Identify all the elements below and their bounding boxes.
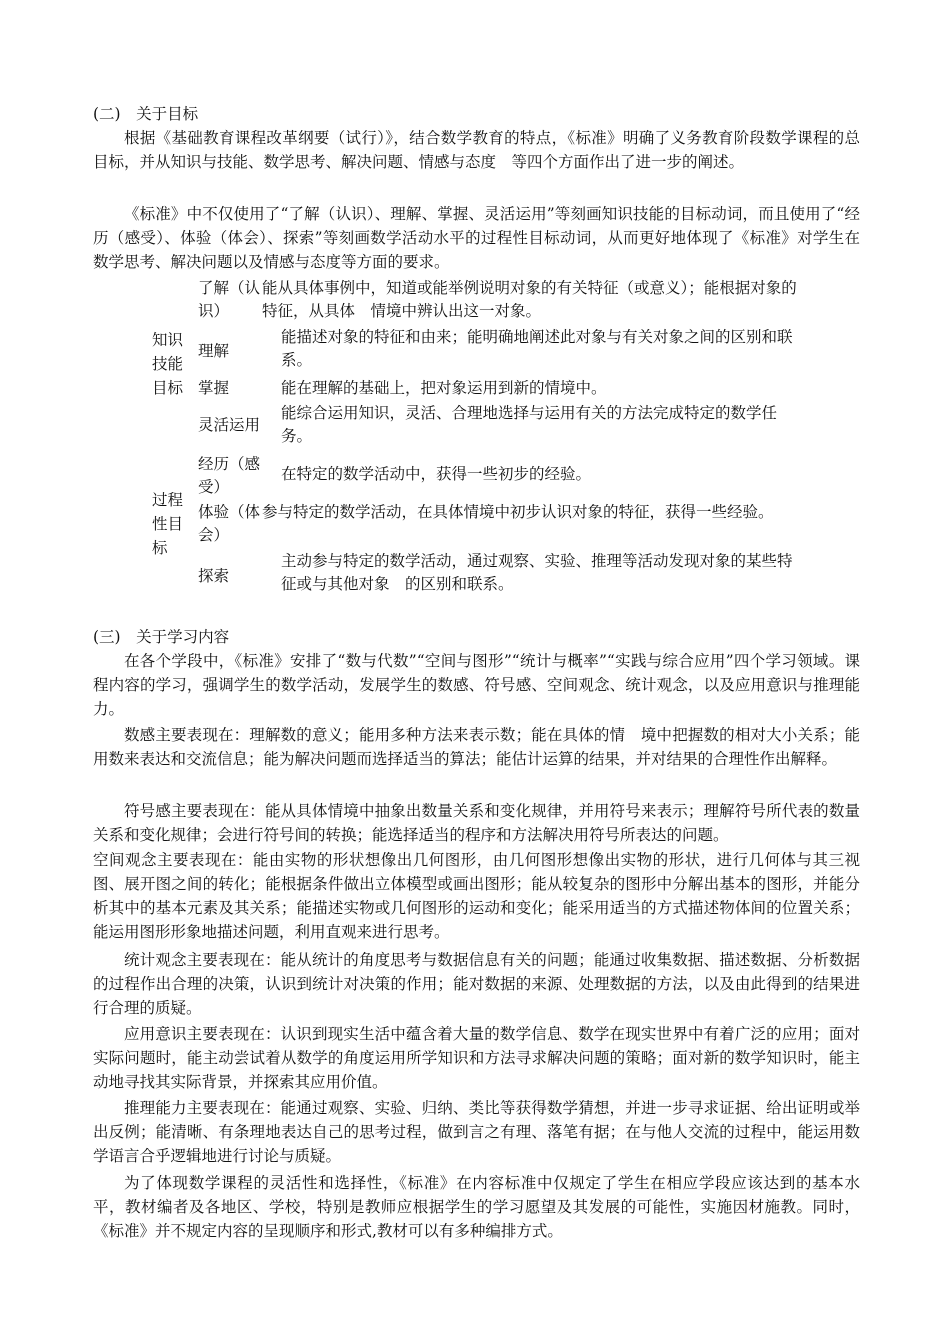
section-heading-goals: (二) 关于目标	[93, 105, 199, 123]
desc-understand-know: 能从具体事例中，知道或能举例说明对象的有关特征（或意义）；能根据对象的特征，从具体 情境中辨认出这一对象。	[262, 279, 797, 320]
desc-comprehend: 能描述对象的特征和由来；能明确地阐述此对象与有关对象之间的区别和联系。	[281, 328, 793, 369]
term-explore: 探索	[198, 567, 230, 585]
paragraph-flexibility: 为了体现数学课程的灵活性和选择性，《标准》在内容标准中仅规定了学生在相应学段应该达到的基本水平，教材编者及各地区、学校，特别是教师应根据学生的学习愿望及其发展的可能性，实施因材施教。同时，《标准》并不规定内容的呈现顺序和形式,教材可以有多种编排方式。	[93, 1174, 860, 1240]
paragraph-statistics-concept: 统计观念主要表现在：能从统计的角度思考与数据信息有关的问题；能通过收集数据、描述数据、分析数据的过程作出合理的决策，认识到统计对决策的作用；能对数据的来源、处理数据的方法，以及由此得到的结果进行合理的质疑。	[93, 951, 860, 1017]
paragraph-number-sense: 数感主要表现在：理解数的意义；能用多种方法来表示数；能在具体的情 境中把握数的相对大小关系；能用数来表达和交流信息；能为解决问题而选择适当的算法；能估计运算的结果，并对结果的合理性作出解释。	[93, 726, 860, 768]
paragraph-learning-domains: 在各个学段中，《标准》安排了“数与代数”“空间与图形”“统计与概率”“实践与综合应用”四个学习领域。课程内容的学习，强调学生的数学活动，发展学生的数感、符号感、空间观念、统计观念，以及应用意识与推理能力。	[93, 652, 860, 718]
term-understand-know: 了解（认识）	[198, 279, 261, 320]
paragraph-application-awareness: 应用意识主要表现在：认识到现实生活中蕴含着大量的数学信息、数学在现实世界中有着广泛的应用；面对实际问题时，能主动尝试着从数学的角度运用所学知识和方法寻求解决问题的策略；面对新的数学知识时，能主动地寻找其实际背景，并探索其应用价值。	[93, 1025, 860, 1091]
group-label-knowledge-skills: 知识技能目标	[152, 331, 184, 397]
paragraph-goals-intro: 根据《基础教育课程改革纲要（试行）》，结合数学教育的特点，《标准》明确了义务教育阶段数学课程的总目标，并从知识与技能、数学思考、解决问题、情感与态度 等四个方面作出了进一步的阐述。	[93, 129, 860, 171]
desc-feel: 参与特定的数学活动，在具体情境中初步认识对象的特征，获得一些经验。	[262, 503, 774, 521]
section-heading-content: (三) 关于学习内容	[93, 628, 230, 646]
desc-flexible-use: 能综合运用知识，灵活、合理地选择与运用有关的方法完成特定的数学任务。	[281, 404, 778, 445]
desc-explore: 主动参与特定的数学活动，通过观察、实验、推理等活动发现对象的某些特征或与其他对象 的区别和联系。	[281, 552, 793, 593]
term-comprehend: 理解	[198, 342, 230, 360]
term-flexible-use: 灵活运用	[198, 416, 261, 434]
paragraph-reasoning-ability: 推理能力主要表现在：能通过观察、实验、归纳、类比等获得数学猜想，并进一步寻求证据、给出证明或举出反例；能清晰、有条理地表达自己的思考过程，做到言之有理、落笔有据；在与他人交流的过程中，能运用数学语言合乎逻辑地进行讨论与质疑。	[93, 1099, 860, 1165]
term-experience: 经历（感受）	[198, 455, 261, 496]
paragraph-symbol-sense: 符号感主要表现在：能从具体情境中抽象出数量关系和变化规律，并用符号来表示；理解符号所代表的数量关系和变化规律；会进行符号间的转换；能选择适当的程序和方法解决用符号所表达的问题。	[93, 802, 860, 844]
paragraph-goal-verbs: 《标准》中不仅使用了“了解（认识）、理解、掌握、灵活运用”等刻画知识技能的目标动词，而且使用了“经历（感受）、体验（体会）、探索”等刻画数学活动水平的过程性目标动词，从而更好地体现了《标准》对学生在数学思考、解决问题以及情感与态度等方面的要求。	[93, 205, 860, 271]
group-label-process: 过程性目标	[152, 491, 184, 557]
term-feel: 体验（体会）	[198, 503, 261, 544]
term-master: 掌握	[198, 379, 230, 397]
desc-master: 能在理解的基础上，把对象运用到新的情境中。	[281, 379, 607, 397]
desc-experience: 在特定的数学活动中，获得一些初步的经验。	[281, 465, 592, 483]
paragraph-spatial-concept: 空间观念主要表现在：能由实物的形状想像出几何图形，由几何图形想像出实物的形状，进行几何体与其三视图、展开图之间的转化；能根据条件做出立体模型或画出图形；能从较复杂的图形中分解出基本的图形，并能分析其中的基本元素及其关系；能描述实物或几何图形的运动和变化；能采用适当的方式描述物体间的位置关系；能运用图形形象地描述问题，利用直观来进行思考。	[93, 851, 860, 941]
